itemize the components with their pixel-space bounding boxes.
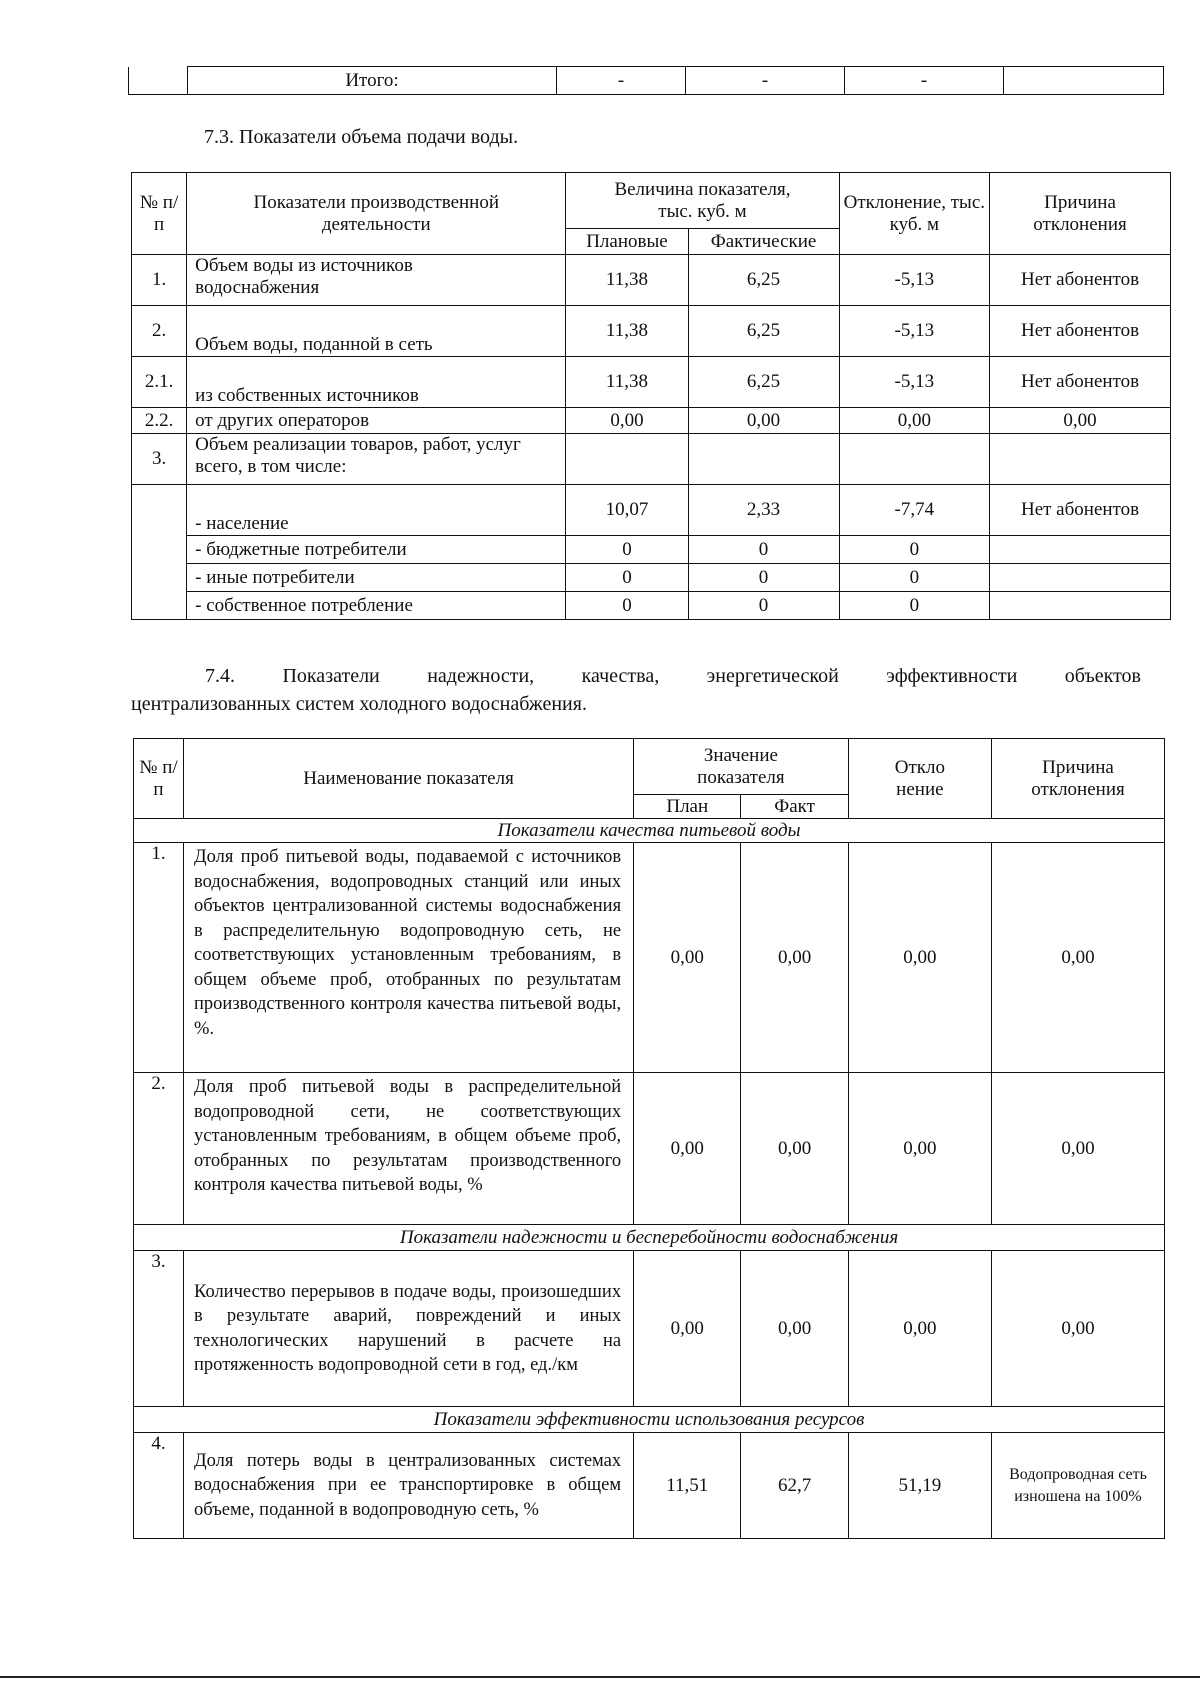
- row-fact: 6,25: [688, 306, 839, 357]
- row-dev: 51,19: [848, 1433, 991, 1539]
- row-plan: 11,38: [566, 357, 688, 408]
- row-fact: 6,25: [688, 357, 839, 408]
- row-fact: 62,7: [741, 1433, 848, 1539]
- row-reason: Нет абонентов: [990, 357, 1171, 408]
- row-dev: 0,00: [848, 1251, 991, 1407]
- top-total-col4: [1004, 67, 1164, 95]
- row-reason: 0,00: [992, 1251, 1165, 1407]
- row-plan: 11,38: [566, 306, 688, 357]
- row-fact: 6,25: [688, 255, 839, 306]
- table-row: [134, 843, 1165, 1073]
- top-total-col3: -: [845, 67, 1004, 95]
- row-dev: 0,00: [839, 408, 989, 434]
- header-plan: План: [634, 795, 741, 819]
- row-dev: -5,13: [839, 306, 989, 357]
- header-value: Значение показателя: [634, 739, 849, 795]
- top-total-col2: -: [686, 67, 845, 95]
- header-name: Наименование показателя: [184, 739, 634, 819]
- row-name: Доля проб питьевой воды, подаваемой с источников водоснабжения, водопроводных станций или иных объектов централизованной системы водоснабжения в распределительную водопроводную сеть, не соответствующих установленным требованиям, в общем объеме проб, отобранных по результатам производственного контроля качества питьевой воды, %.: [184, 843, 634, 1073]
- footer-rule: [0, 1676, 1200, 1678]
- row-plan: 0,00: [634, 843, 741, 1073]
- row-name: Доля потерь воды в централизованных системах водоснабжения при ее транспортировке в общем объеме, поданной в водопроводную сеть, %: [184, 1433, 634, 1539]
- row-dev: -7,74: [839, 485, 989, 536]
- row-plan: 11,38: [566, 255, 688, 306]
- row-num: 4.: [134, 1433, 184, 1539]
- section-73-title: 7.3. Показатели объема подачи воды.: [204, 126, 519, 148]
- group-efficiency: Показатели эффективности использования ресурсов: [134, 1407, 1165, 1433]
- top-total-label: Итого:: [188, 67, 557, 95]
- row-name: Доля проб питьевой воды в распределительной водопроводной сети, не соответствующих установленным требованиям, в общем объеме проб, отобранных по результатам производственного контроля качества питьевой воды, %: [184, 1073, 634, 1225]
- row-fact: [688, 434, 839, 485]
- row-num: 1.: [132, 255, 187, 306]
- quality-indicators-table: [133, 738, 1165, 1539]
- row-reason: Водопроводная сеть изношена на 100%: [992, 1433, 1165, 1539]
- table-row: [134, 1073, 1165, 1225]
- row-name: из собственных источников: [187, 357, 566, 408]
- row-plan: 10,07: [566, 485, 688, 536]
- header-fact: Фактические: [688, 229, 839, 255]
- row-name: - бюджетные потребители: [187, 536, 566, 564]
- header-num: № п/п: [132, 173, 187, 255]
- table-row: [132, 434, 1171, 485]
- row-plan: 11,51: [634, 1433, 741, 1539]
- group-reliability: Показатели надежности и бесперебойности водоснабжения: [134, 1225, 1165, 1251]
- table-row: [132, 408, 1171, 434]
- top-total-col1: -: [557, 67, 686, 95]
- row-plan: 0,00: [634, 1251, 741, 1407]
- row-fact: 0,00: [741, 1073, 848, 1225]
- row-name: от других операторов: [187, 408, 566, 434]
- table-row: [134, 1433, 1165, 1539]
- row-plan: 0,00: [566, 408, 688, 434]
- row-name: Объем воды, поданной в сеть: [187, 306, 566, 357]
- row-name: - иные потребители: [187, 564, 566, 592]
- row-fact: 0,00: [741, 1251, 848, 1407]
- row-dev: 0,00: [848, 1073, 991, 1225]
- water-supply-table: [131, 172, 1171, 620]
- row-dev: -5,13: [839, 357, 989, 408]
- row-dev: 0,00: [848, 843, 991, 1073]
- row-fact: 0: [688, 592, 839, 620]
- table-row: [132, 564, 1171, 592]
- row-plan: 0: [566, 536, 688, 564]
- row-dev: -5,13: [839, 255, 989, 306]
- row-plan: 0: [566, 564, 688, 592]
- top-total-spacer: [129, 67, 188, 95]
- row-fact: 0,00: [741, 843, 848, 1073]
- section-74-title-line2: централизованных систем холодного водоснабжения.: [131, 693, 587, 715]
- table-row: [132, 536, 1171, 564]
- row-plan: 0,00: [634, 1073, 741, 1225]
- table-row: [132, 592, 1171, 620]
- header-fact: Факт: [741, 795, 848, 819]
- header-value: Величина показателя, тыс. куб. м: [566, 173, 839, 229]
- row-reason: [990, 564, 1171, 592]
- row-fact: 0: [688, 536, 839, 564]
- top-total-table: [128, 66, 1164, 95]
- table-row: [132, 306, 1171, 357]
- row-name: - собственное потребление: [187, 592, 566, 620]
- header-deviation: Откло нение: [848, 739, 991, 819]
- row-plan: [566, 434, 688, 485]
- group-quality: Показатели качества питьевой воды: [134, 819, 1165, 843]
- table-row: [132, 485, 1171, 536]
- row-num: 2.2.: [132, 408, 187, 434]
- row-num: 2.1.: [132, 357, 187, 408]
- row-reason: Нет абонентов: [990, 255, 1171, 306]
- header-num: № п/п: [134, 739, 184, 819]
- row-reason: Нет абонентов: [990, 485, 1171, 536]
- section-74-title: [131, 662, 1141, 718]
- row-fact: 0: [688, 564, 839, 592]
- row-dev: 0: [839, 564, 989, 592]
- row-name: Объем реализации товаров, работ, услуг всего, в том числе:: [187, 434, 566, 485]
- header-plan: Плановые: [566, 229, 688, 255]
- table-row: [132, 357, 1171, 408]
- row-reason: [990, 592, 1171, 620]
- row-name: Количество перерывов в подаче воды, произошедших в результате аварий, повреждений и иных технологических нарушений в расчете на протяженность водопроводной сети в год, ед./км: [184, 1251, 634, 1407]
- row-num: 3.: [134, 1251, 184, 1407]
- row-reason: 0,00: [990, 408, 1171, 434]
- section-74-title-line1: 7.4. Показатели надежности, качества, энергетической эффективности объектов: [205, 665, 1141, 687]
- row-fact: 0,00: [688, 408, 839, 434]
- row-num: 1.: [134, 843, 184, 1073]
- row-reason: 0,00: [992, 1073, 1165, 1225]
- row-reason: [990, 434, 1171, 485]
- row-num: 2.: [132, 306, 187, 357]
- row-num: 3.: [132, 434, 187, 485]
- header-reason: Причина отклонения: [992, 739, 1165, 819]
- row-reason: 0,00: [992, 843, 1165, 1073]
- row-name: - население: [187, 485, 566, 536]
- row-num: 2.: [134, 1073, 184, 1225]
- header-deviation: Отклонение, тыс. куб. м: [839, 173, 989, 255]
- row-fact: 2,33: [688, 485, 839, 536]
- header-reason: Причина отклонения: [990, 173, 1171, 255]
- row-name: Объем воды из источников водоснабжения: [187, 255, 566, 306]
- row-num: [132, 485, 187, 620]
- table-row: [132, 255, 1171, 306]
- row-dev: [839, 434, 989, 485]
- row-reason: [990, 536, 1171, 564]
- row-reason: Нет абонентов: [990, 306, 1171, 357]
- row-dev: 0: [839, 536, 989, 564]
- row-dev: 0: [839, 592, 989, 620]
- row-plan: 0: [566, 592, 688, 620]
- header-indicator: Показатели производственной деятельности: [187, 173, 566, 255]
- table-row: [134, 1251, 1165, 1407]
